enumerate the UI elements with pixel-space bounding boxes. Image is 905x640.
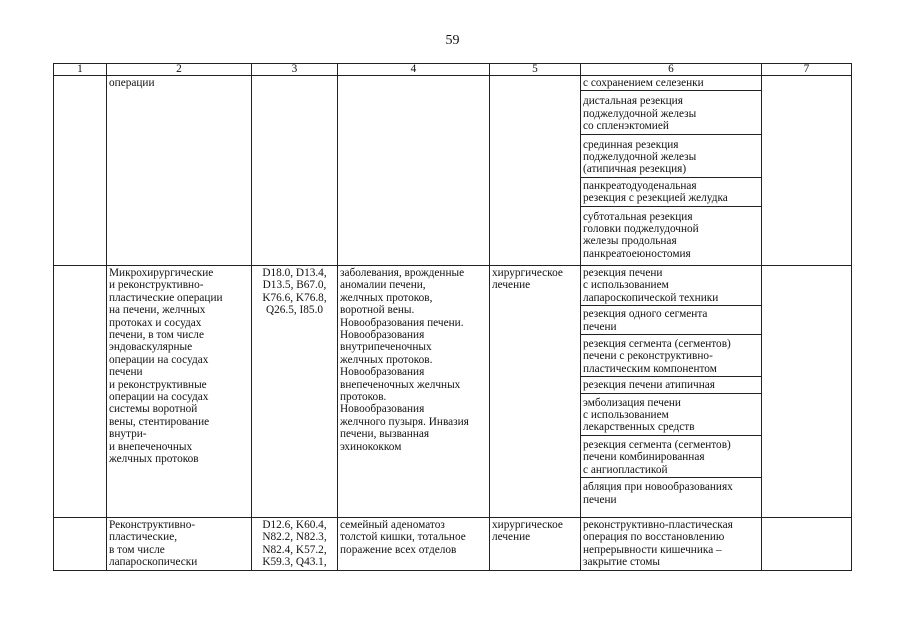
procedures-cell — [581, 266, 762, 518]
column-header: 1 — [54, 64, 107, 76]
index-cell — [54, 76, 107, 266]
codes-cell: D12.6, K60.4, N82.2, N82.3, N82.4, K57.2, K59.3, Q43.1, — [252, 518, 338, 571]
column-header: 3 — [252, 64, 338, 76]
page-number: 59 — [445, 33, 460, 48]
procedure-item: реконструктивно-пластическая операция по восстановлению непрерывности кишечника – закрытие стомы — [583, 519, 733, 569]
column-header: 5 — [490, 64, 581, 76]
procedure-item: срединная резекция поджелудочной железы (атипичная резекция) — [581, 135, 761, 178]
index-cell — [54, 266, 107, 518]
procedure-item: резекция сегмента (сегментов) печени комбинированная с ангиопластикой — [581, 436, 761, 478]
column-header: 7 — [762, 64, 852, 76]
procedure-item: панкреатодуоденальная резекция с резекцией желудка — [581, 178, 761, 207]
procedure-item: абляция при новообразованиях печени — [583, 481, 733, 506]
column-header: 2 — [107, 64, 252, 76]
procedure-item: дистальная резекция поджелудочной железы со спленэктомией — [581, 91, 761, 134]
procedure-item: резекция одного сегмента печени — [581, 306, 761, 335]
procedure-item: субтотальная резекция головки поджелудочной железы продольная панкреатоеюностомия — [583, 210, 699, 260]
treatment-cell: хирургическое лечение — [490, 518, 581, 571]
index-cell — [54, 518, 107, 571]
header-row — [54, 64, 852, 76]
codes-cell: D18.0, D13.4, D13.5, B67.0, K76.6, K76.8, Q26.5, I85.0 — [252, 266, 338, 518]
procedures-cell — [581, 76, 762, 266]
codes-cell — [252, 76, 338, 266]
table-row — [54, 518, 852, 571]
table-row — [54, 266, 852, 518]
procedure-item: эмболизация печени с использованием лекарственных средств — [581, 394, 761, 436]
table-row — [54, 76, 852, 266]
notes-cell — [762, 266, 852, 518]
diagnosis-cell: семейный аденоматоз толстой кишки, тотальное поражение всех отделов — [338, 518, 490, 571]
treatment-cell: хирургическое лечение — [490, 266, 581, 518]
procedures-cell — [581, 518, 762, 571]
procedure-item: резекция сегмента (сегментов) печени с реконструктивно- пластическим компонентом — [581, 335, 761, 377]
procedure-item: резекция печени с использованием лапароскопической техники — [581, 266, 761, 306]
operation-name-cell: операции — [107, 76, 252, 266]
procedure-item: резекция печени атипичная — [581, 377, 761, 393]
notes-cell — [762, 76, 852, 266]
column-header: 6 — [581, 64, 762, 76]
operation-name-cell: Реконструктивно- пластические, в том числе лапароскопически — [107, 518, 252, 571]
treatment-table — [53, 63, 852, 571]
notes-cell — [762, 518, 852, 571]
operation-name-cell: Микрохирургические и реконструктивно- пластические операции на печени, желчных протоках и сосудах печени, в том числе эндоваскулярные операции на сосудах печени и реконструктивные операции на сосудах системы воротной вены, стентирование внутри- и внепеченочных желчных протоков — [107, 266, 252, 518]
diagnosis-cell — [338, 76, 490, 266]
treatment-cell — [490, 76, 581, 266]
diagnosis-cell: заболевания, врожденные аномалии печени, желчных протоков, воротной вены. Новообразования печени. Новообразования внутрипеченочных желчных протоков. Новообразования внепеченочных желчных протоков. Новообразования желчного пузыря. Инвазия печени, вызванная эхинококком — [338, 266, 490, 518]
procedure-item: с сохранением селезенки — [581, 76, 761, 91]
column-header: 4 — [338, 64, 490, 76]
